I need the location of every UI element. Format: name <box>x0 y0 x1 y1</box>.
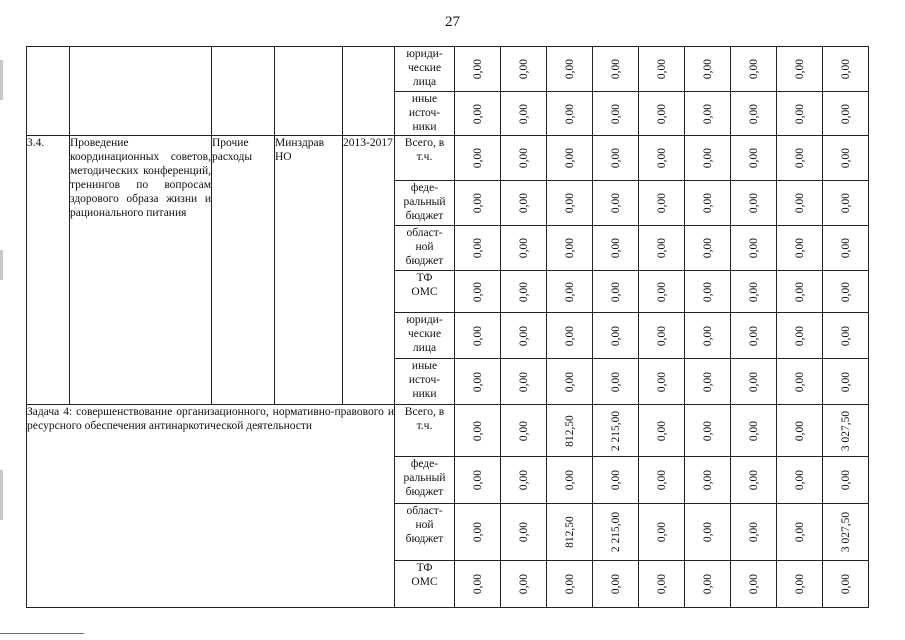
value-text: 0,00 <box>793 192 806 214</box>
value-cell <box>731 313 777 359</box>
value-text: 0,00 <box>747 58 760 80</box>
value-text: 0,00 <box>793 325 806 346</box>
value-cell <box>639 271 685 313</box>
value-cell <box>777 271 823 313</box>
value-text: 0,00 <box>839 237 852 259</box>
value-cell <box>455 271 501 313</box>
blank-period <box>343 47 395 136</box>
value-cell <box>823 181 869 226</box>
value-text: 0,00 <box>517 58 530 80</box>
value-cell <box>823 47 869 92</box>
value-cell <box>685 405 731 457</box>
value-text: 0,00 <box>471 103 484 124</box>
value-text: 0,00 <box>517 420 530 441</box>
value-cell <box>823 561 869 608</box>
value-text: 0,00 <box>609 192 622 214</box>
value-text: 0,00 <box>839 469 852 491</box>
value-cell <box>639 92 685 136</box>
value-text: 0,00 <box>701 103 714 124</box>
value-text: 0,00 <box>793 469 806 491</box>
value-text: 0,00 <box>471 573 484 595</box>
value-text: 0,00 <box>517 147 530 169</box>
value-text: 0,00 <box>793 103 806 124</box>
source-cell: юриди- ческие лица <box>395 313 455 359</box>
value-text: 0,00 <box>609 58 622 80</box>
value-cell <box>823 504 869 561</box>
value-text: 812,50 <box>563 516 576 548</box>
value-text: 0,00 <box>517 521 530 543</box>
value-text: 0,00 <box>839 58 852 80</box>
value-text: 0,00 <box>655 147 668 169</box>
value-text: 0,00 <box>655 420 668 441</box>
value-cell <box>639 457 685 504</box>
value-text: 3 027,50 <box>839 511 852 553</box>
value-cell <box>731 405 777 457</box>
source-cell: феде- ральный бюджет <box>395 457 455 504</box>
value-text: 0,00 <box>793 573 806 595</box>
value-cell <box>777 359 823 405</box>
value-text: 0,00 <box>839 192 852 214</box>
value-cell <box>501 92 547 136</box>
value-cell <box>731 271 777 313</box>
value-text: 0,00 <box>655 103 668 124</box>
item-executor: Минздрав НО <box>275 136 343 405</box>
value-text: 0,00 <box>563 58 576 80</box>
value-text: 2 215,00 <box>609 410 622 451</box>
value-cell <box>593 457 639 504</box>
value-cell <box>455 313 501 359</box>
value-cell <box>731 92 777 136</box>
value-text: 0,00 <box>471 420 484 441</box>
value-cell <box>501 136 547 181</box>
value-cell <box>731 226 777 271</box>
table-body <box>27 47 869 608</box>
value-cell <box>639 561 685 608</box>
value-text: 0,00 <box>471 192 484 214</box>
scan-edge-mark <box>0 60 3 100</box>
value-text: 0,00 <box>701 281 714 302</box>
blank-title <box>70 47 212 136</box>
value-text: 0,00 <box>793 371 806 392</box>
value-cell <box>777 47 823 92</box>
value-cell <box>685 504 731 561</box>
value-text: 0,00 <box>609 325 622 346</box>
value-text: 0,00 <box>793 147 806 169</box>
value-cell <box>547 359 593 405</box>
value-cell <box>593 271 639 313</box>
value-cell <box>455 457 501 504</box>
value-cell <box>639 136 685 181</box>
value-text: 0,00 <box>517 103 530 124</box>
value-text: 0,00 <box>655 58 668 80</box>
value-text: 0,00 <box>471 469 484 491</box>
value-text: 0,00 <box>839 281 852 302</box>
value-text: 0,00 <box>609 281 622 302</box>
value-cell <box>823 136 869 181</box>
value-text: 0,00 <box>839 573 852 595</box>
value-cell <box>593 359 639 405</box>
value-text: 0,00 <box>793 420 806 441</box>
value-text: 0,00 <box>839 325 852 346</box>
value-cell <box>777 136 823 181</box>
value-cell <box>501 313 547 359</box>
value-cell <box>593 313 639 359</box>
value-text: 0,00 <box>563 237 576 259</box>
value-cell <box>731 47 777 92</box>
value-cell <box>547 457 593 504</box>
value-text: 0,00 <box>701 325 714 346</box>
value-text: 0,00 <box>747 325 760 346</box>
value-cell <box>547 271 593 313</box>
value-text: 0,00 <box>609 573 622 595</box>
value-cell <box>731 136 777 181</box>
value-cell <box>777 561 823 608</box>
value-text: 0,00 <box>609 103 622 124</box>
source-cell: Всего, в т.ч. <box>395 405 455 457</box>
value-cell <box>547 313 593 359</box>
value-text: 0,00 <box>563 281 576 302</box>
value-cell <box>685 271 731 313</box>
item-expense-type: Прочие расходы <box>212 136 275 405</box>
value-cell <box>777 504 823 561</box>
value-cell <box>685 313 731 359</box>
value-text: 0,00 <box>655 325 668 346</box>
value-text: 0,00 <box>839 147 852 169</box>
value-cell <box>685 47 731 92</box>
value-cell <box>823 359 869 405</box>
value-text: 0,00 <box>793 521 806 543</box>
value-text: 0,00 <box>701 58 714 80</box>
value-cell <box>593 47 639 92</box>
value-text: 0,00 <box>471 58 484 80</box>
value-cell <box>501 226 547 271</box>
value-cell <box>823 226 869 271</box>
value-cell <box>501 359 547 405</box>
source-cell: феде- ральный бюджет <box>395 181 455 226</box>
value-cell <box>593 136 639 181</box>
value-text: 3 027,50 <box>839 410 852 451</box>
value-cell <box>593 226 639 271</box>
value-text: 0,00 <box>655 521 668 543</box>
value-cell <box>547 47 593 92</box>
value-cell <box>685 457 731 504</box>
item-code: 3.4. <box>27 136 70 405</box>
value-cell <box>639 181 685 226</box>
value-text: 0,00 <box>701 521 714 543</box>
value-text: 0,00 <box>471 325 484 346</box>
value-cell <box>547 504 593 561</box>
value-cell <box>455 405 501 457</box>
value-text: 0,00 <box>563 469 576 491</box>
value-text: 0,00 <box>747 420 760 441</box>
value-cell <box>731 457 777 504</box>
value-text: 0,00 <box>517 325 530 346</box>
value-text: 0,00 <box>563 573 576 595</box>
value-text: 0,00 <box>655 371 668 392</box>
value-text: 2 215,00 <box>609 511 622 553</box>
source-cell: ТФ ОМС <box>395 271 455 313</box>
value-text: 0,00 <box>701 573 714 595</box>
value-cell <box>777 226 823 271</box>
value-cell <box>731 504 777 561</box>
value-text: 0,00 <box>747 573 760 595</box>
value-text: 0,00 <box>609 147 622 169</box>
value-text: 0,00 <box>655 469 668 491</box>
value-cell <box>455 136 501 181</box>
value-cell <box>731 359 777 405</box>
scan-edge-mark <box>0 250 3 280</box>
value-cell <box>547 561 593 608</box>
task-title: Задача 4: совершенствование организационного, нормативно-правового и ресурсного обеспечения антинаркотической деятельности <box>27 405 395 608</box>
value-cell <box>547 136 593 181</box>
value-text: 0,00 <box>563 192 576 214</box>
value-cell <box>823 405 869 457</box>
value-cell <box>593 504 639 561</box>
value-cell <box>501 457 547 504</box>
value-text: 0,00 <box>563 103 576 124</box>
item-period: 2013-2017 <box>343 136 395 405</box>
value-text: 0,00 <box>747 371 760 392</box>
value-cell <box>823 457 869 504</box>
value-text: 0,00 <box>563 371 576 392</box>
value-text: 0,00 <box>471 147 484 169</box>
value-text: 0,00 <box>701 420 714 441</box>
value-cell <box>639 359 685 405</box>
blank-executor <box>275 47 343 136</box>
value-cell <box>685 136 731 181</box>
source-cell: област- ной бюджет <box>395 504 455 561</box>
value-cell <box>731 561 777 608</box>
value-text: 0,00 <box>747 281 760 302</box>
value-cell <box>455 47 501 92</box>
value-cell <box>547 181 593 226</box>
value-cell <box>501 405 547 457</box>
value-text: 0,00 <box>701 147 714 169</box>
value-cell <box>823 271 869 313</box>
value-text: 0,00 <box>517 371 530 392</box>
value-text: 0,00 <box>471 237 484 259</box>
value-text: 0,00 <box>747 103 760 124</box>
value-text: 0,00 <box>563 147 576 169</box>
value-cell <box>455 226 501 271</box>
value-text: 812,50 <box>563 414 576 447</box>
value-cell <box>501 47 547 92</box>
value-cell <box>777 405 823 457</box>
source-cell: иные источ- ники <box>395 359 455 405</box>
budget-table <box>26 46 869 608</box>
value-cell <box>639 226 685 271</box>
value-cell <box>777 313 823 359</box>
value-cell <box>593 181 639 226</box>
value-text: 0,00 <box>839 371 852 392</box>
value-text: 0,00 <box>793 237 806 259</box>
value-cell <box>731 181 777 226</box>
bottom-rule <box>0 633 84 634</box>
value-cell <box>455 92 501 136</box>
value-text: 0,00 <box>471 281 484 302</box>
value-cell <box>685 359 731 405</box>
value-text: 0,00 <box>517 192 530 214</box>
page-number: 27 <box>445 14 460 30</box>
value-cell <box>639 405 685 457</box>
value-cell <box>777 92 823 136</box>
value-cell <box>501 181 547 226</box>
value-text: 0,00 <box>609 237 622 259</box>
value-text: 0,00 <box>471 521 484 543</box>
value-text: 0,00 <box>747 192 760 214</box>
value-text: 0,00 <box>609 469 622 491</box>
value-text: 0,00 <box>839 103 852 124</box>
value-cell <box>823 92 869 136</box>
source-cell: юриди- ческие лица <box>395 47 455 92</box>
value-cell <box>593 405 639 457</box>
blank-code <box>27 47 70 136</box>
value-cell <box>823 313 869 359</box>
value-cell <box>455 561 501 608</box>
value-text: 0,00 <box>517 237 530 259</box>
value-cell <box>501 561 547 608</box>
value-cell <box>685 92 731 136</box>
value-text: 0,00 <box>517 573 530 595</box>
value-cell <box>455 181 501 226</box>
value-cell <box>685 561 731 608</box>
value-cell <box>455 359 501 405</box>
value-cell <box>547 405 593 457</box>
value-text: 0,00 <box>701 237 714 259</box>
value-text: 0,00 <box>655 237 668 259</box>
source-cell: иные источ- ники <box>395 92 455 136</box>
value-text: 0,00 <box>747 469 760 491</box>
value-cell <box>547 226 593 271</box>
value-cell <box>685 181 731 226</box>
value-cell <box>501 504 547 561</box>
value-text: 0,00 <box>701 192 714 214</box>
table-row <box>27 136 869 181</box>
blank-type <box>212 47 275 136</box>
value-text: 0,00 <box>517 281 530 302</box>
value-cell <box>685 226 731 271</box>
value-text: 0,00 <box>655 281 668 302</box>
value-text: 0,00 <box>747 521 760 543</box>
value-cell <box>501 271 547 313</box>
value-cell <box>639 313 685 359</box>
value-cell <box>639 504 685 561</box>
value-cell <box>547 92 593 136</box>
value-text: 0,00 <box>655 192 668 214</box>
source-cell: област- ной бюджет <box>395 226 455 271</box>
table-row <box>27 47 869 92</box>
value-cell <box>639 47 685 92</box>
value-text: 0,00 <box>793 58 806 80</box>
value-cell <box>455 504 501 561</box>
value-text: 0,00 <box>701 371 714 392</box>
value-text: 0,00 <box>747 237 760 259</box>
source-cell: Всего, в т.ч. <box>395 136 455 181</box>
scan-edge-mark <box>0 470 3 520</box>
value-text: 0,00 <box>655 573 668 595</box>
value-text: 0,00 <box>563 325 576 346</box>
table-row <box>27 405 869 457</box>
value-text: 0,00 <box>701 469 714 491</box>
value-cell <box>593 92 639 136</box>
value-text: 0,00 <box>609 371 622 392</box>
value-text: 0,00 <box>747 147 760 169</box>
source-cell: ТФ ОМС <box>395 561 455 608</box>
value-cell <box>777 457 823 504</box>
value-text: 0,00 <box>793 281 806 302</box>
value-cell <box>777 181 823 226</box>
value-cell <box>593 561 639 608</box>
value-text: 0,00 <box>471 371 484 392</box>
value-text: 0,00 <box>517 469 530 491</box>
item-title: Проведение координационных советов, методических конференций, тренингов по вопросам здорового образа жизни и рационального питания <box>70 136 212 405</box>
